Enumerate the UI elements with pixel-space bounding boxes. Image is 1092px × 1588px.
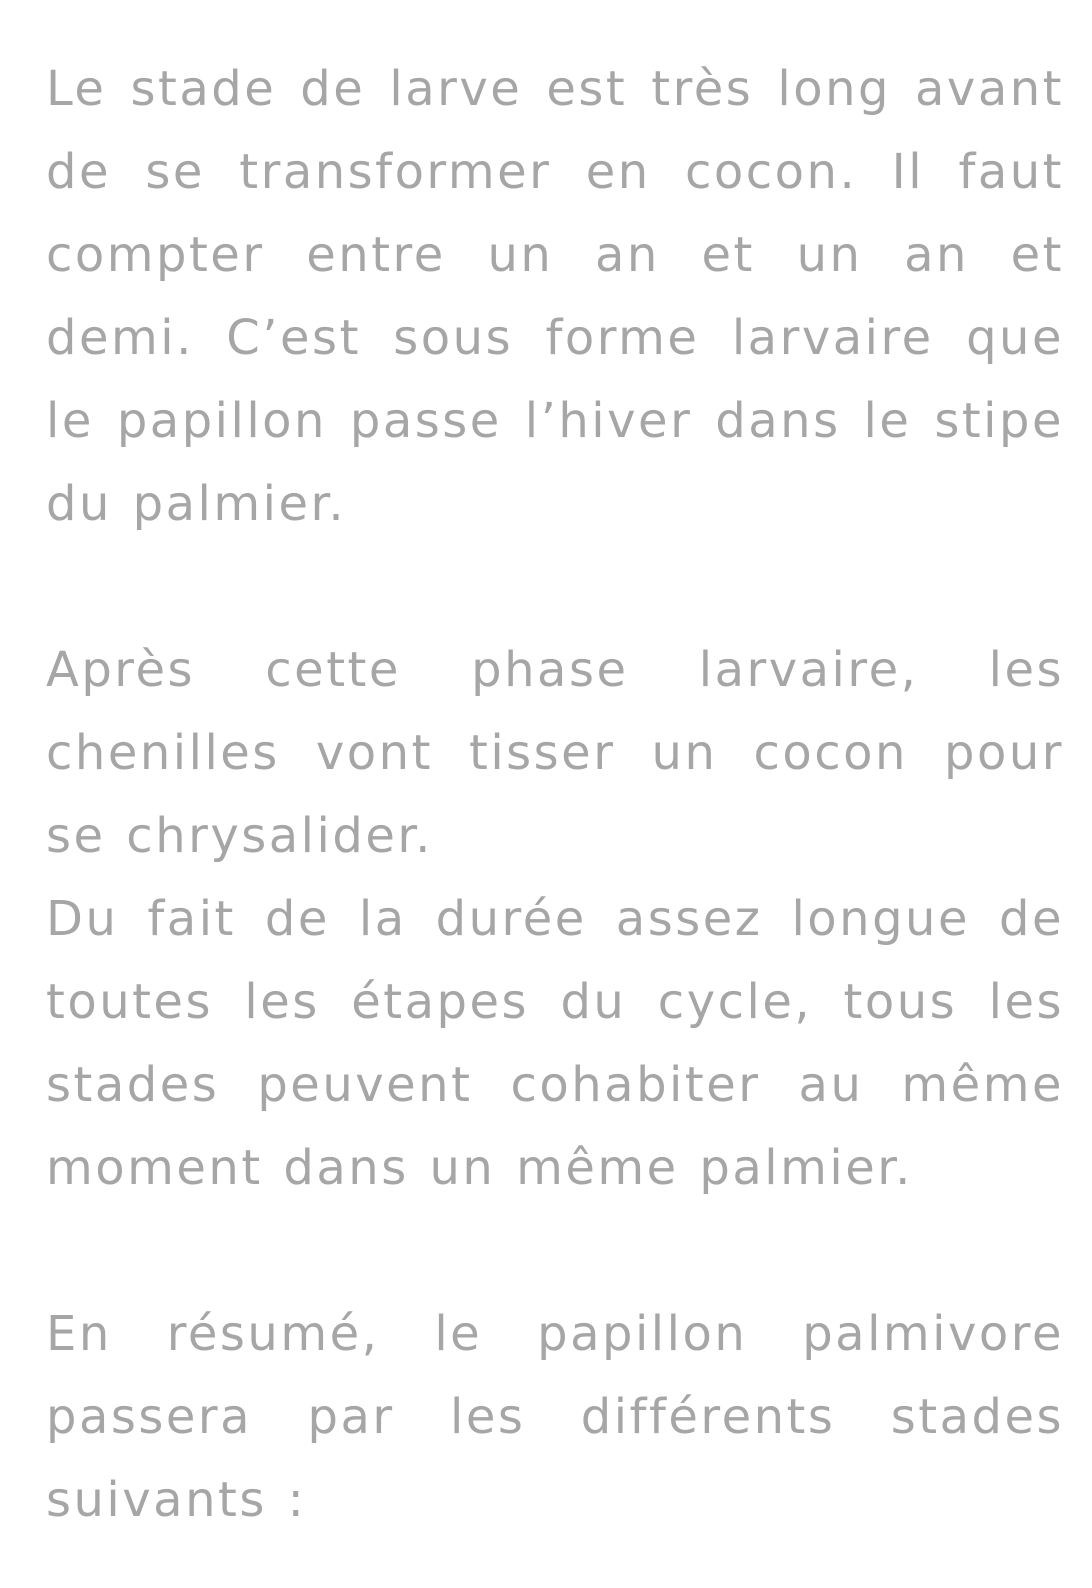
text-block: Le stade de larve est très long avant de se transformer en cocon. Il faut compter entre un an et un an et demi. C’est sous forme larvaire que le papillon passe l’hiver dans le stipe du palmier. <box>46 61 1064 532</box>
text-block: Après cette phase larvaire, les chenilles vont tisser un cocon pour se chrysalider. <box>46 642 1064 864</box>
paragraph-larva-stage <box>46 48 1064 546</box>
text-block: En résumé, le papillon palmivore passera par les différents stades suivants : <box>46 1306 1064 1528</box>
paragraph-cocoon-stage <box>46 629 1064 1210</box>
paragraph-summary <box>46 1293 1064 1542</box>
text-block: Du fait de la durée assez longue de toutes les étapes du cycle, tous les stades peuvent cohabiter au même moment dans un même palmier. <box>46 891 1064 1196</box>
article-body <box>46 48 1064 1542</box>
